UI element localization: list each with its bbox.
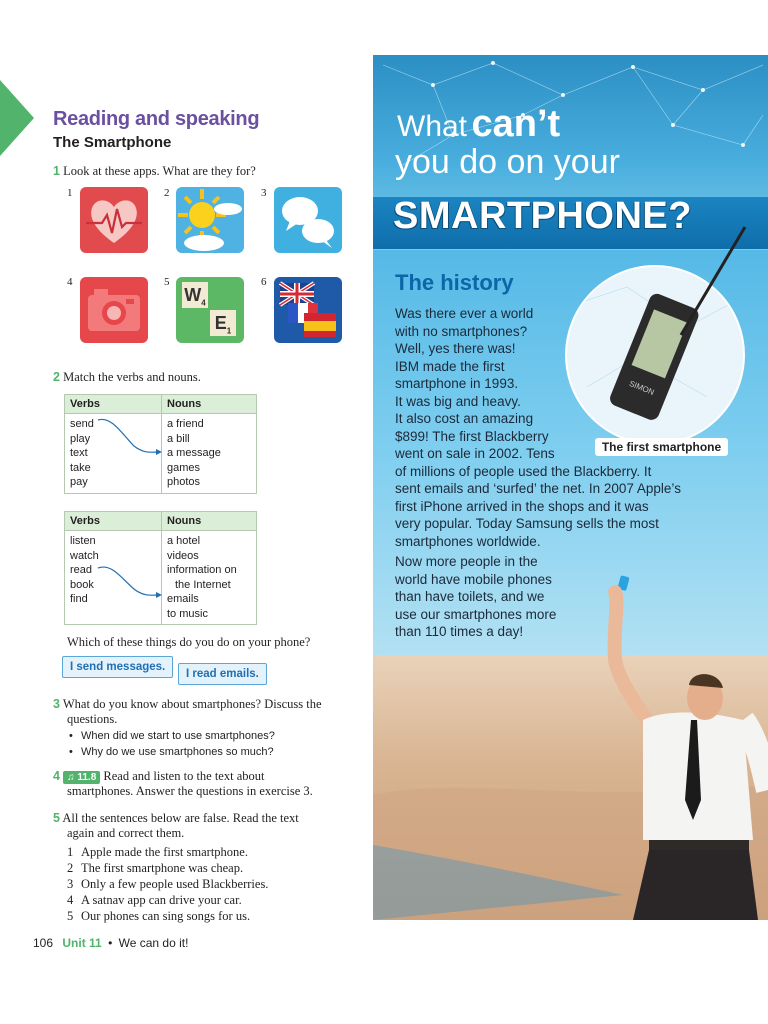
tile-e-score: 1 — [226, 326, 232, 336]
table1-noun: a friend — [167, 418, 204, 430]
list-item: 4 A satnav app can drive your car. — [67, 893, 242, 907]
exercise-3-text-line2: questions. — [67, 712, 118, 726]
exercise-5-text-line2: again and correct them. — [67, 826, 185, 840]
audio-track-number: 11.8 — [77, 772, 97, 783]
app-number-4: 4 — [67, 276, 73, 288]
article-line: than have toilets, and we — [395, 589, 545, 604]
article-line: than 110 times a day! — [395, 624, 524, 639]
phone-brand-label: SIMON — [627, 378, 656, 398]
camera-icon — [80, 277, 148, 343]
exercise-1-text: Look at these apps. What are they for? — [63, 164, 256, 178]
article-line: world have mobile phones — [395, 571, 552, 587]
exercise-5-list — [67, 844, 268, 924]
exercise-1 — [53, 163, 256, 179]
list-item: 1 Apple made the first smartphone. — [67, 845, 248, 859]
page-footer — [33, 936, 188, 950]
list-item: • Why do we use smartphones so much? — [67, 744, 275, 760]
table1-example-arrow — [64, 394, 257, 494]
article-line: use our smartphones more — [395, 606, 557, 622]
article-line: smartphone in 1993. — [395, 376, 519, 391]
article-line: very popular. Today Samsung sells the most — [395, 516, 659, 531]
footer-separator: • — [108, 936, 113, 950]
table1-noun: games — [167, 461, 201, 474]
exercise-3-bullets — [67, 728, 275, 760]
article-panel — [373, 55, 768, 920]
article-title-line3: SMARTPHONE? — [393, 195, 692, 237]
exercise-2-text: Match the verbs and nouns. — [63, 370, 201, 384]
list-item: 5 Our phones can sing songs for us. — [67, 909, 251, 923]
app-number-3: 3 — [261, 187, 267, 199]
app-number-5: 5 — [164, 276, 170, 288]
tile-w-letter: W — [184, 285, 202, 305]
exercise-3-number: 3 — [53, 697, 60, 711]
history-heading: The history — [395, 270, 514, 295]
article-line: It was big and heavy. — [395, 393, 521, 409]
article-line: sent emails and ‘surfed’ the net. In 2007 Apple’s — [395, 481, 681, 496]
table2-noun: a hotel — [167, 535, 201, 547]
exercise-2-number: 2 — [53, 370, 60, 384]
table1-verb: pay — [70, 476, 88, 488]
article-line: Well, yes there was! — [395, 341, 516, 356]
audio-track-badge[interactable]: ♫ 11.8 — [63, 771, 100, 784]
table2-noun: information on — [167, 564, 237, 576]
table2-example-arrow — [64, 511, 257, 621]
word-tiles-icon — [176, 277, 244, 343]
sun-icon — [176, 187, 244, 253]
article-line: went on sale in 2002. Tens — [395, 446, 555, 461]
list-item: 3 Only a few people used Blackberries. — [67, 877, 269, 891]
table1-noun: photos — [167, 476, 201, 488]
article-line: Now more people in the — [395, 554, 538, 569]
table1-header-verbs: Verbs — [65, 395, 162, 414]
tile-e-letter: E — [214, 313, 227, 333]
section-title: Reading and speaking — [53, 108, 260, 130]
unit-label: Unit 11 — [62, 936, 102, 950]
exercise-5-text-line1: All the sentences below are false. Read the text — [62, 811, 299, 825]
exercise-4-text-line2: smartphones. Answer the questions in exercise 3. — [67, 784, 313, 798]
exercise-4-text-line1: Read and listen to the text about — [103, 769, 265, 783]
chat-bubbles-icon — [274, 187, 342, 253]
article-line: first iPhone arrived in the shops and it was — [395, 498, 649, 514]
table1-verb: send — [70, 418, 94, 430]
title-cant: can’t — [471, 103, 561, 145]
unit-title: We can do it! — [118, 936, 189, 950]
question-text: Which of these things do you do on your phone? — [67, 635, 311, 649]
table1-verb: text — [70, 447, 88, 459]
title-what: What — [397, 110, 468, 143]
exercise-1-number: 1 — [53, 164, 60, 178]
article-title-line1 — [397, 103, 560, 146]
table2-verb: watch — [70, 549, 99, 562]
article-line: It also cost an amazing — [395, 411, 534, 426]
list-item: • When did we start to use smartphones? — [67, 728, 275, 744]
article-line: Was there ever a world — [395, 306, 534, 321]
table2-verb: book — [70, 578, 94, 591]
table2-noun: the Internet — [175, 578, 231, 591]
exercise-5-number: 5 — [53, 811, 60, 825]
article-line: smartphones worldwide. — [395, 533, 541, 549]
exercise-4 — [53, 768, 264, 784]
speech-bubble: I read emails. — [178, 663, 267, 685]
app-number-2: 2 — [164, 187, 170, 199]
section-tab-marker — [0, 80, 34, 156]
app-number-6: 6 — [261, 276, 267, 288]
exercise-4-number: 4 — [53, 769, 60, 783]
exercise-2 — [53, 369, 201, 385]
tile-w-score: 4 — [201, 298, 206, 308]
exercise-5 — [53, 810, 299, 826]
table1-header-nouns: Nouns — [162, 395, 257, 414]
list-item: 2 The first smartphone was cheap. — [67, 861, 244, 875]
page-number: 106 — [33, 936, 54, 950]
phone-antenna-icon — [673, 225, 753, 345]
article-title-line2: you do on your — [395, 143, 620, 181]
man-holding-phone-photo — [593, 570, 768, 920]
table1-verb: take — [70, 461, 91, 474]
table1-verb: play — [70, 432, 91, 445]
table2-verb: find — [70, 593, 88, 605]
photo-caption: The first smartphone — [595, 438, 728, 456]
table1-noun: a bill — [167, 432, 190, 445]
table2-header-nouns: Nouns — [162, 512, 257, 531]
article-line: with no smartphones? — [395, 323, 528, 339]
speech-bubble: I send messages. — [62, 656, 173, 678]
article-line: $899! The first Blackberry — [395, 428, 549, 444]
table2-header-verbs: Verbs — [65, 512, 162, 531]
article-line: IBM made the first — [395, 358, 505, 374]
exercise-3 — [53, 696, 322, 712]
article-line: of millions of people used the Blackberry. It — [395, 463, 652, 479]
table2-noun: to music — [167, 607, 208, 620]
table2-verb: read — [70, 564, 93, 576]
app-number-1: 1 — [67, 187, 73, 199]
table2-verb: listen — [70, 535, 96, 547]
section-subtitle: The Smartphone — [53, 134, 172, 151]
heart-rate-icon — [80, 187, 148, 253]
table1-noun: a message — [167, 447, 221, 459]
table2-noun: videos — [167, 549, 199, 562]
table2-noun: emails — [167, 593, 199, 605]
flags-icon — [274, 277, 342, 343]
exercise-3-text-line1: What do you know about smartphones? Discuss the — [62, 697, 322, 711]
